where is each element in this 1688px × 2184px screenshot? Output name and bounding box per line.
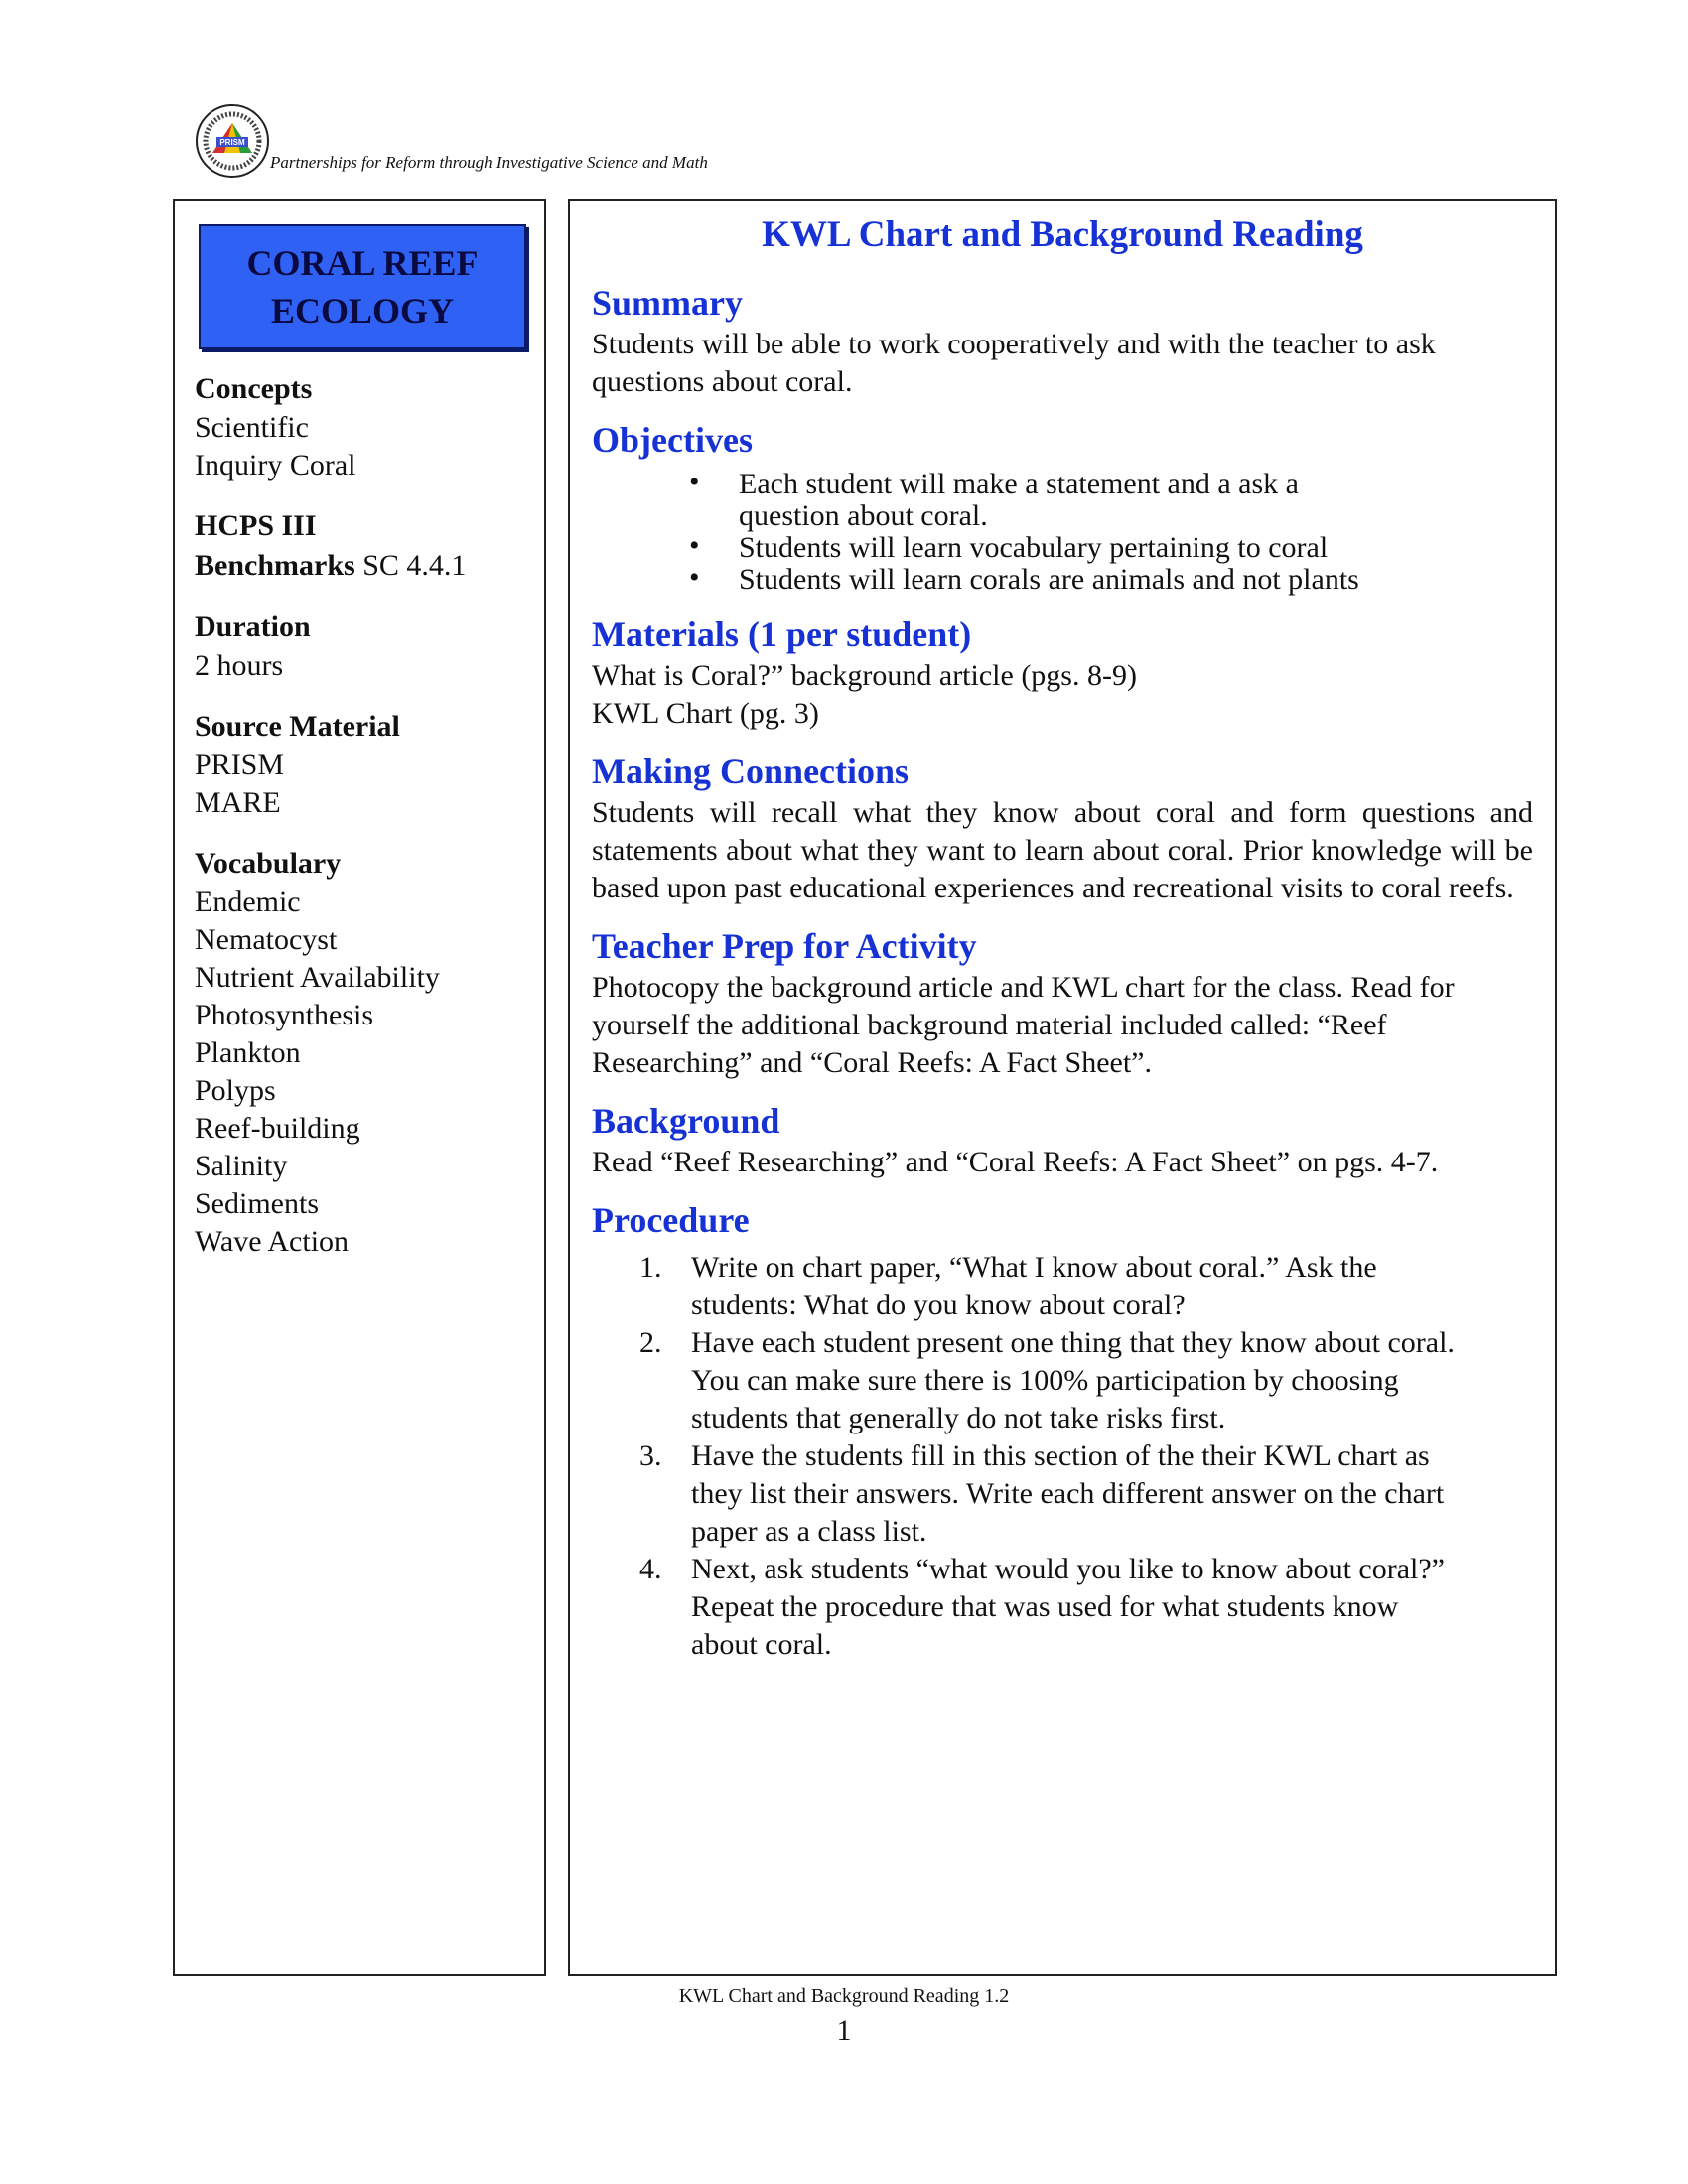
source-heading: Source Material [195,710,400,743]
benchmarks-line [195,546,532,586]
connections-heading: Making Connections [592,751,910,791]
materials-heading: Materials (1 per student) [592,614,972,654]
vocab-item: Nematocyst [195,923,338,956]
benchmarks-label: Benchmarks [195,549,355,582]
objectives-list [592,469,1533,596]
vocab-item: Sediments [195,1187,319,1220]
vocab-item: Polyps [195,1074,276,1107]
concept-item: Scientific [195,411,309,444]
materials-item: KWL Chart (pg. 3) [592,697,819,730]
step-number: 3. [639,1439,662,1472]
header-tagline: Partnerships for Reform through Investigative Science and Math [270,153,708,172]
procedure-step [639,1551,1456,1664]
document-title: KWL Chart and Background Reading [762,214,1363,255]
sidebar-body [195,369,532,1283]
concepts-heading: Concepts [195,372,313,405]
vocab-item: Reef-building [195,1112,360,1145]
benchmarks-value: SC 4.4.1 [362,549,467,582]
step-text: Next, ask students “what would you like to know about coral?” Repeat the procedure that was used for what students know about coral. [691,1553,1445,1661]
page-number: 1 [836,2014,852,2047]
source-section [195,707,532,822]
step-number: 1. [639,1251,662,1284]
hcps-section [195,506,532,586]
teacher-prep-text: Photocopy the background article and KWL chart for the class. Read for yourself the additional background material included called: “Reef Researching” and “Coral Reefs: A Fact Sheet”. [592,971,1455,1079]
materials-item: What is Coral?” background article (pgs. 8-9) [592,659,1137,692]
connections-text: Students will recall what they know about coral and form questions and statements about what they want to learn about coral. Prior knowledge will be based upon past educational experiences and recreational visits to coral reefs. [592,796,1533,904]
objective-item: • Each student will make a statement and a ask a question about coral. [739,469,1344,532]
unit-title-box [199,224,526,349]
vocab-item: Plankton [195,1036,301,1069]
vocab-item: Salinity [195,1150,288,1182]
vocab-item: Endemic [195,886,301,918]
vocab-item: Nutrient Availability [195,961,440,994]
unit-title-line2: ECOLOGY [270,291,455,331]
concepts-section [195,369,532,484]
duration-value: 2 hours [195,649,284,682]
step-number: 2. [639,1326,662,1359]
page-header [195,103,1088,183]
vocab-item: Photosynthesis [195,999,374,1031]
summary-text: Students will be able to work cooperatively and with the teacher to ask questions about coral. [592,328,1436,398]
source-item: MARE [195,786,281,819]
summary-heading: Summary [592,283,743,323]
background-text: Read “Reef Researching” and “Coral Reefs: A Fact Sheet” on pgs. 4-7. [592,1146,1439,1178]
procedure-step [639,1437,1476,1551]
logo-text: PRISM [219,138,245,147]
duration-heading: Duration [195,611,311,643]
background-heading: Background [592,1101,780,1141]
vocabulary-heading: Vocabulary [195,847,342,880]
procedure-step [639,1249,1426,1324]
procedure-step [639,1324,1476,1437]
step-number: 4. [639,1553,662,1585]
procedure-list [592,1249,1533,1664]
duration-section [195,608,532,685]
footer-caption: KWL Chart and Background Reading 1.2 [678,1985,1010,2007]
source-item: PRISM [195,749,285,781]
sidebar-panel [173,199,546,1976]
hcps-heading: HCPS III [195,509,317,542]
main-body [592,210,1533,1664]
objective-item: • Students will learn corals are animals and not plants [739,564,1533,596]
step-text: Write on chart paper, “What I know about coral.” Ask the students: What do you know about coral? [691,1251,1377,1321]
procedure-heading: Procedure [592,1200,750,1240]
step-text: Have each student present one thing that they know about coral. You can make sure there is 100% participation by choosing students that generally do not take risks first. [691,1326,1455,1434]
main-panel [568,199,1557,1976]
vocab-item: Wave Action [195,1225,350,1258]
teacher-prep-heading: Teacher Prep for Activity [592,926,977,966]
objective-item: • Students will learn vocabulary pertaining to coral [739,532,1533,564]
vocabulary-section [195,844,532,1261]
unit-title-line1: CORAL REEF [246,243,479,283]
objectives-heading: Objectives [592,420,753,460]
prism-logo-icon [195,103,270,179]
step-text: Have the students fill in this section of the their KWL chart as they list their answers. Write each different answer on the chart paper as a class list. [691,1439,1445,1548]
concept-item: Inquiry Coral [195,449,356,481]
